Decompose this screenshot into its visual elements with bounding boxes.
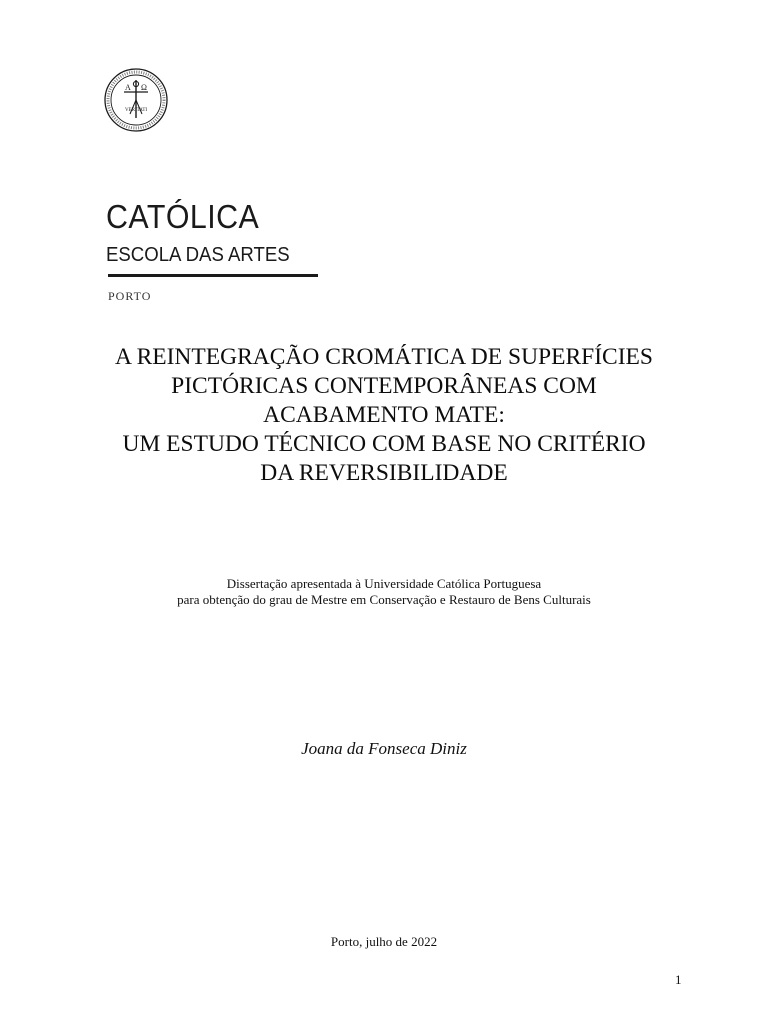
degree-statement-line: para obtenção do grau de Mestre em Conservação e Restauro de Bens Culturais bbox=[177, 592, 591, 607]
title-line: UM ESTUDO TÉCNICO COM BASE NO CRITÉRIO bbox=[122, 431, 646, 457]
seal-omega: Ω bbox=[141, 83, 147, 92]
seal-motto: VERITATI bbox=[124, 108, 148, 113]
title-line: PICTÓRICAS CONTEMPORÂNEAS COM bbox=[171, 373, 597, 399]
logo-divider bbox=[108, 274, 318, 277]
school-name: ESCOLA DAS ARTES bbox=[106, 244, 290, 266]
university-wordmark: CATÓLICA bbox=[106, 198, 260, 235]
seal-alpha: A bbox=[125, 83, 131, 92]
dissertation-title bbox=[80, 343, 688, 488]
author-name: Joana da Fonseca Diniz bbox=[301, 739, 467, 758]
logo-city: PORTO bbox=[108, 289, 152, 303]
title-line: DA REVERSIBILIDADE bbox=[260, 460, 508, 486]
place-date: Porto, julho de 2022 bbox=[330, 934, 438, 949]
page-number: 1 bbox=[675, 972, 682, 987]
university-seal-icon bbox=[104, 68, 168, 132]
title-line: ACABAMENTO MATE: bbox=[263, 402, 505, 428]
title-line: A REINTEGRAÇÃO CROMÁTICA DE SUPERFÍCIES bbox=[115, 344, 653, 370]
degree-statement-line: Dissertação apresentada à Universidade Católica Portuguesa bbox=[226, 576, 542, 591]
degree-statement bbox=[80, 576, 688, 608]
